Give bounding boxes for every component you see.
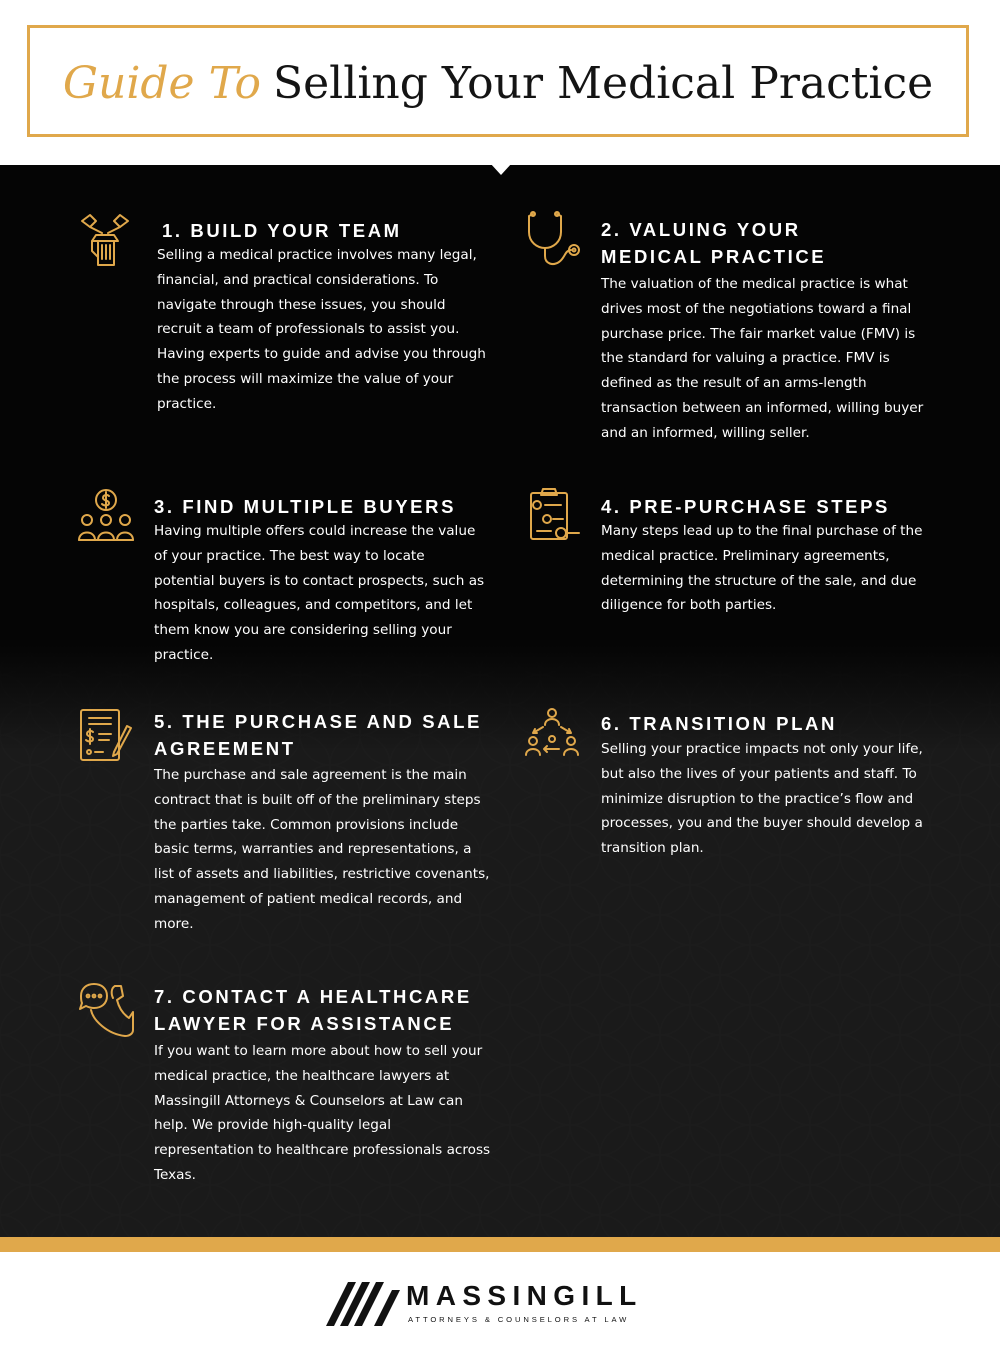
section-5-body: The purchase and sale agreement is the main contract that is built off of the preliminary steps the parties take. Common provisions include basic terms, warranties and representations, a list of assets and liabilities, restrictive covenants, management of patient medical records, and more. [154, 767, 490, 932]
header-notch [490, 163, 512, 175]
page-title [63, 58, 933, 109]
logo-name: MASSINGILL [406, 1280, 643, 1311]
title-accent: Guide To [62, 57, 261, 109]
buyers-group-icon [77, 488, 135, 546]
section-6-body: Selling your practice impacts not only your life, but also the lives of your patients and staff. To minimize disruption to the practice’s flow and processes, you and the buyer should develop a transition plan. [601, 741, 923, 857]
section-5-heading: 5. THE PURCHASE AND SALE AGREEMENT [154, 711, 482, 759]
footer-accent-bar [0, 1237, 1000, 1252]
section-1-body: Selling a medical practice involves many legal, financial, and practical considerations. To navigate through these issues, you should recruit a team of professionals to assist you. Having experts to guide and advise you through the process will maximize the value of your practice. [157, 247, 486, 412]
background-pattern [0, 645, 1000, 1237]
contract-pen-icon [77, 706, 135, 764]
footer [0, 1252, 1000, 1350]
section-3-body: Having multiple offers could increase the value of your practice. The best way to locate potential buyers is to contact prospects, such as hospitals, colleagues, and competitors, and let them know you are considering selling your practice. [154, 523, 485, 663]
section-4-heading: 4. PRE-PURCHASE STEPS [601, 496, 890, 517]
teamwork-hands-icon [76, 211, 134, 269]
title-frame [27, 25, 969, 137]
section-2-body: The valuation of the medical practice is what drives most of the negotiations toward a final purchase price. The fair market value (FMV) is the standard for valuing a practice. FMV is defined as the result of an arms-length transaction between an informed, willing buyer and an informed, willing seller. [601, 276, 924, 441]
phone-chat-icon [77, 982, 135, 1040]
title-main: Selling Your Medical Practice [273, 57, 934, 109]
section-2-heading: 2. VALUING YOUR MEDICAL PRACTICE [601, 219, 827, 267]
massingill-logo-icon [326, 1276, 400, 1326]
content-panel [0, 165, 1000, 1237]
section-7-heading: 7. CONTACT A HEALTHCARE LAWYER FOR ASSISTANCE [154, 986, 472, 1034]
logo-tagline: ATTORNEYS & COUNSELORS AT LAW [408, 1315, 630, 1324]
transition-people-icon [523, 705, 581, 763]
section-7-body: If you want to learn more about how to sell your medical practice, the healthcare lawyers at Massingill Attorneys & Counselors at Law can help. We provide high-quality legal representation to healthcare professionals across Texas. [154, 1043, 491, 1183]
section-1-heading: 1. BUILD YOUR TEAM [162, 220, 402, 241]
section-4-body: Many steps lead up to the final purchase of the medical practice. Preliminary agreements, determining the structure of the sale, and due diligence for both parties. [601, 523, 923, 614]
stethoscope-icon [523, 210, 581, 268]
clipboard-steps-icon [523, 487, 581, 545]
header [0, 0, 1000, 165]
section-6-heading: 6. TRANSITION PLAN [601, 713, 837, 734]
section-3-heading: 3. FIND MULTIPLE BUYERS [154, 496, 457, 517]
